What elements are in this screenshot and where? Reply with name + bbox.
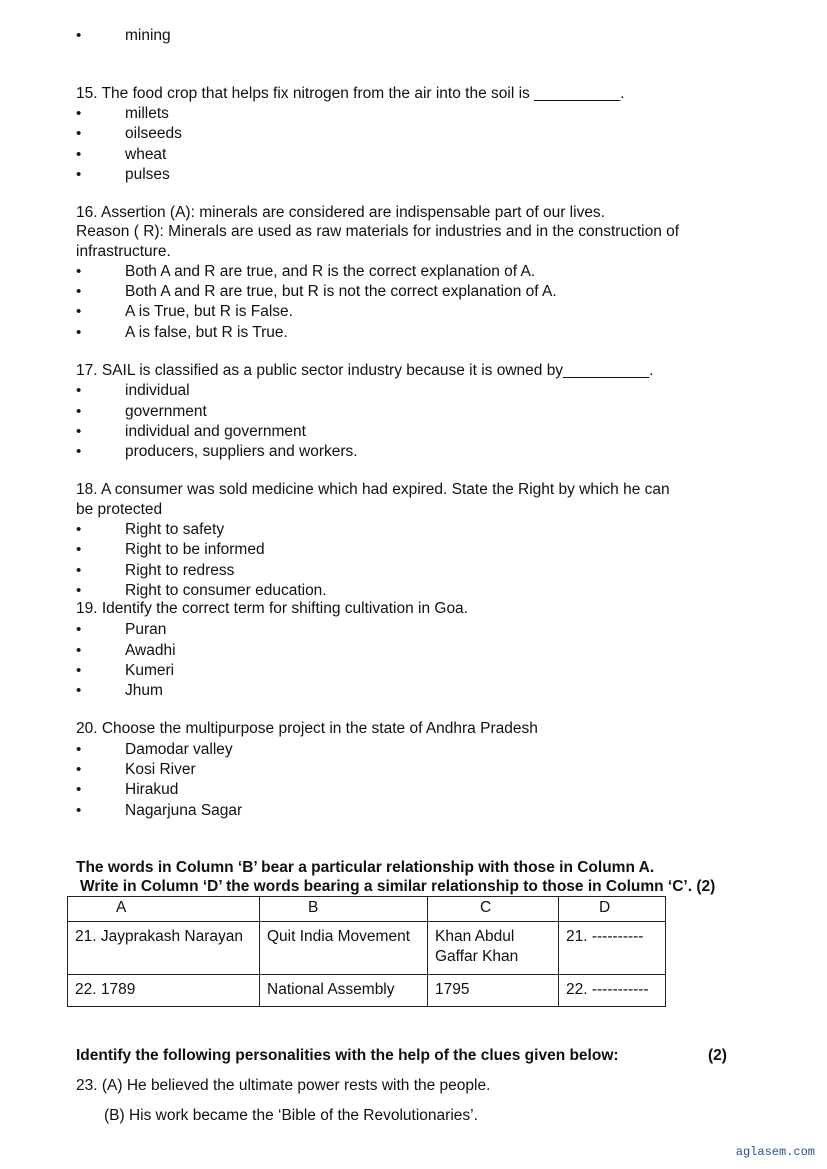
table-cell: 21. Jayprakash Narayan: [68, 922, 260, 975]
option-q15-4: pulses: [125, 166, 170, 183]
table-cell: National Assembly: [260, 975, 428, 1007]
bullet-icon: •: [76, 423, 82, 440]
option-q17-3: individual and government: [125, 423, 306, 440]
question-16-reason: Reason ( R): Minerals are used as raw materials for industries and in the construction of: [76, 223, 680, 240]
bullet-icon: •: [76, 324, 82, 341]
column-header-b: B: [260, 897, 428, 922]
section-match-instruction: Write in Column ‘D’ the words bearing a similar relationship to those in Column ‘C’. (2): [80, 878, 716, 895]
option-q16-4: A is false, but R is True.: [125, 324, 288, 341]
table-cell: [428, 922, 559, 975]
option-q16-2: Both A and R are true, but R is not the correct explanation of A.: [125, 283, 557, 300]
bullet-icon: •: [76, 125, 82, 142]
option-q17-4: producers, suppliers and workers.: [125, 443, 358, 460]
bullet-icon: •: [76, 303, 82, 320]
table-cell: 1795: [428, 975, 559, 1007]
bullet-icon: •: [76, 283, 82, 300]
option-q15-3: wheat: [125, 146, 167, 163]
option-q17-1: individual: [125, 382, 190, 399]
section-identify-marks: (2): [708, 1047, 727, 1064]
column-header-a: A: [68, 897, 260, 922]
bullet-icon: •: [76, 741, 82, 758]
option-q18-1: Right to safety: [125, 521, 225, 538]
option-q14-4: mining: [125, 27, 171, 44]
bullet-icon: •: [76, 403, 82, 420]
question-18: 18. A consumer was sold medicine which had expired. State the Right by which he can: [76, 481, 670, 498]
cell-line: Khan Abdul: [435, 928, 515, 945]
question-16: 16. Assertion (A): minerals are considered are indispensable part of our lives.: [76, 204, 605, 221]
option-q18-2: Right to be informed: [125, 541, 265, 558]
question-23-clue-b: (B) His work became the ‘Bible of the Revolutionaries’.: [104, 1107, 478, 1124]
option-q20-1: Damodar valley: [125, 741, 233, 758]
bullet-icon: •: [76, 146, 82, 163]
bullet-icon: •: [76, 621, 82, 638]
option-q16-3: A is True, but R is False.: [125, 303, 293, 320]
bullet-icon: •: [76, 562, 82, 579]
bullet-icon: •: [76, 761, 82, 778]
bullet-icon: •: [76, 105, 82, 122]
question-19: 19. Identify the correct term for shifting cultivation in Goa.: [76, 600, 468, 617]
question-16-reason-cont: infrastructure.: [76, 243, 171, 260]
bullet-icon: •: [76, 443, 82, 460]
question-20: 20. Choose the multipurpose project in the state of Andhra Pradesh: [76, 720, 538, 737]
option-q16-1: Both A and R are true, and R is the correct explanation of A.: [125, 263, 536, 280]
question-17: 17. SAIL is classified as a public sector industry because it is owned by__________.: [76, 362, 654, 379]
watermark: aglasem.com: [735, 1145, 815, 1159]
bullet-icon: •: [76, 541, 82, 558]
option-q17-2: government: [125, 403, 207, 420]
question-18-cont: be protected: [76, 501, 163, 518]
cell-line: Gaffar Khan: [435, 948, 519, 965]
option-q18-3: Right to redress: [125, 562, 235, 579]
option-q19-4: Jhum: [125, 682, 163, 699]
bullet-icon: •: [76, 166, 82, 183]
table-row: [68, 922, 666, 975]
option-q15-1: millets: [125, 105, 169, 122]
bullet-icon: •: [76, 682, 82, 699]
section-match-heading: The words in Column ‘B’ bear a particular relationship with those in Column A.: [76, 859, 655, 876]
bullet-icon: •: [76, 582, 82, 599]
bullet-icon: •: [76, 27, 82, 44]
bullet-icon: •: [76, 382, 82, 399]
option-q15-2: oilseeds: [125, 125, 182, 142]
bullet-icon: •: [76, 781, 82, 798]
option-q20-4: Nagarjuna Sagar: [125, 802, 243, 819]
option-q19-1: Puran: [125, 621, 167, 638]
match-table: [67, 896, 666, 1007]
option-q19-3: Kumeri: [125, 662, 175, 679]
option-q19-2: Awadhi: [125, 642, 176, 659]
option-q18-4: Right to consumer education.: [125, 582, 327, 599]
bullet-icon: •: [76, 662, 82, 679]
table-cell: 21. ----------: [559, 922, 666, 975]
bullet-icon: •: [76, 642, 82, 659]
column-header-c: C: [428, 897, 559, 922]
question-15: 15. The food crop that helps fix nitrogen from the air into the soil is __________.: [76, 85, 625, 102]
bullet-icon: •: [76, 263, 82, 280]
section-identify-heading: Identify the following personalities with the help of the clues given below:: [76, 1047, 619, 1064]
question-23-clue-a: 23. (A) He believed the ultimate power rests with the people.: [76, 1077, 491, 1094]
table-cell: Quit India Movement: [260, 922, 428, 975]
table-cell: 22. -----------: [559, 975, 666, 1007]
bullet-icon: •: [76, 521, 82, 538]
table-cell: 22. 1789: [68, 975, 260, 1007]
table-row: [68, 975, 666, 1007]
bullet-icon: •: [76, 802, 82, 819]
column-header-d: D: [559, 897, 666, 922]
table-header-row: [68, 897, 666, 922]
option-q20-3: Hirakud: [125, 781, 179, 798]
option-q20-2: Kosi River: [125, 761, 196, 778]
